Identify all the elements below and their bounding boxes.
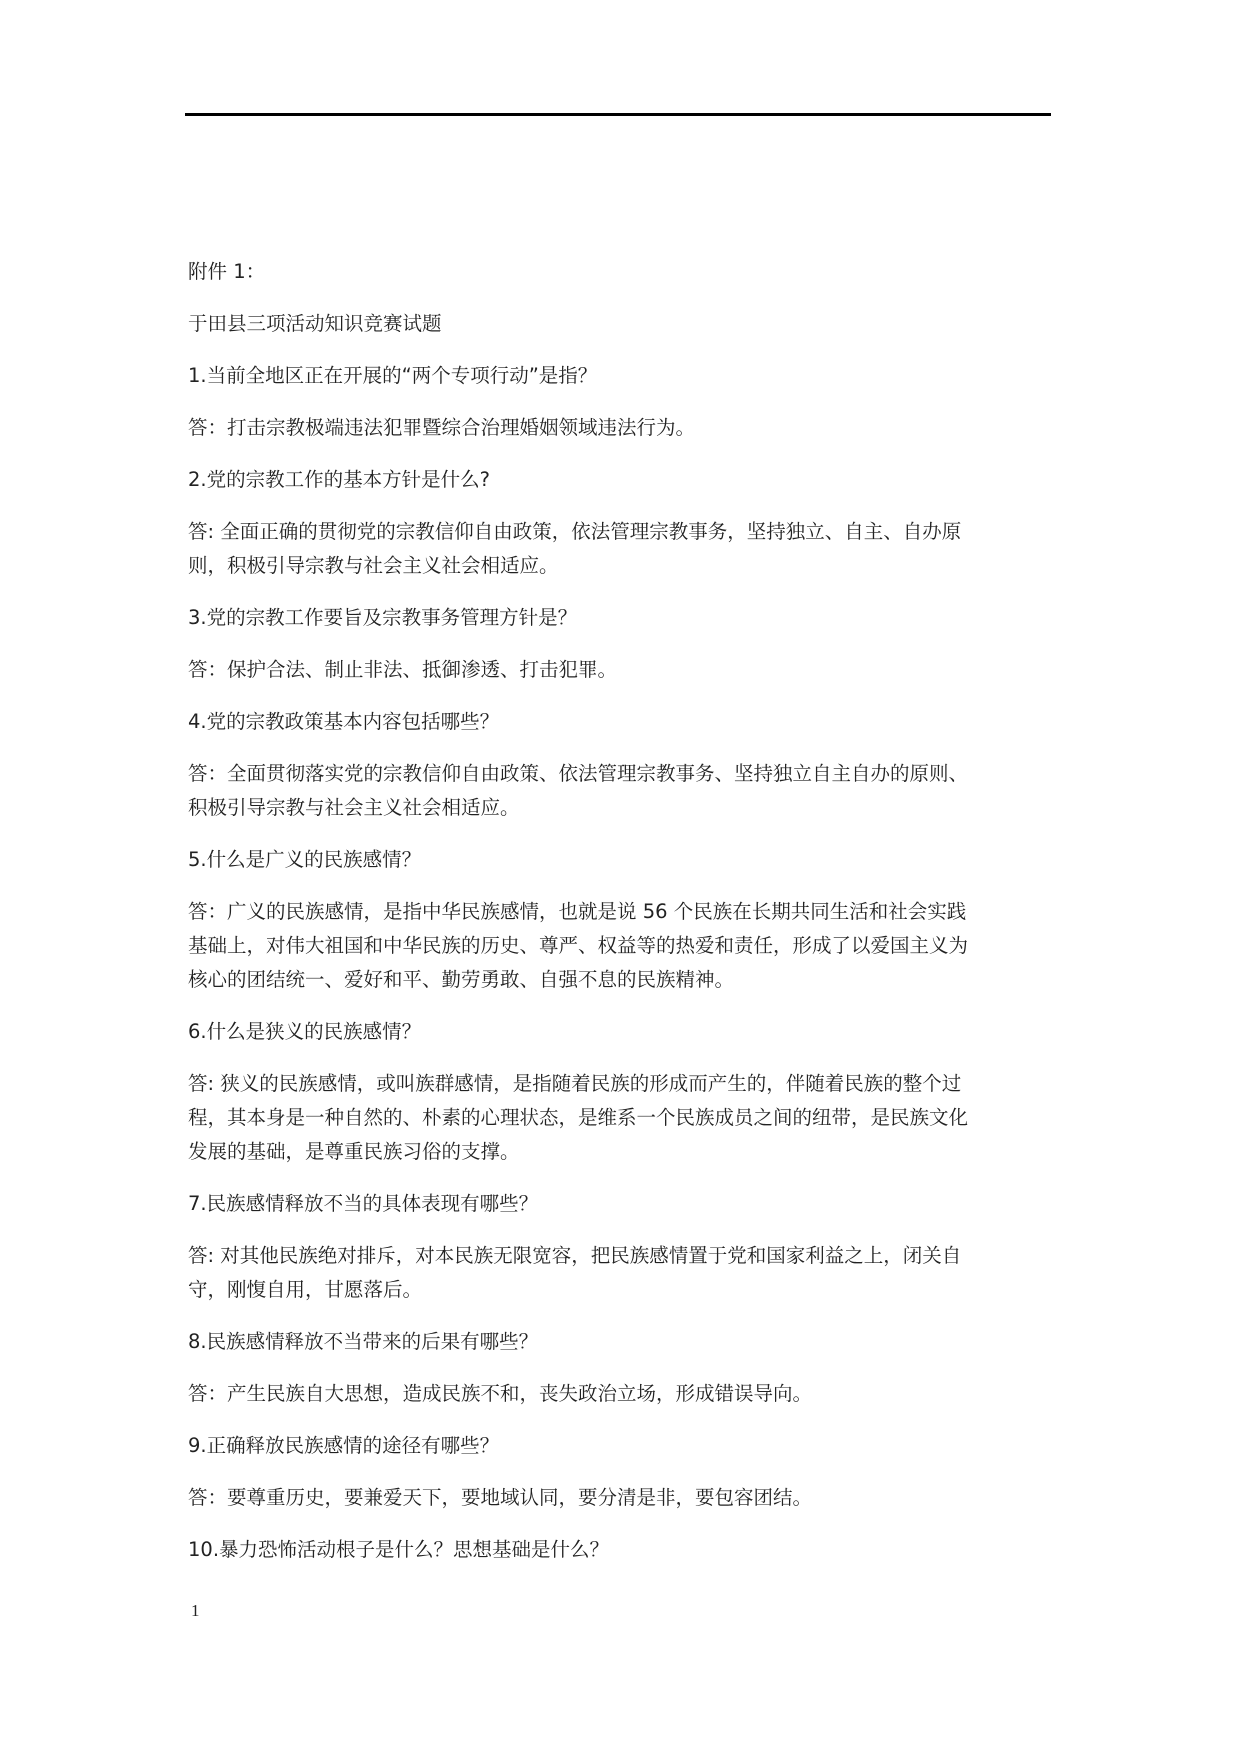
document-title: 于田县三项活动知识竞赛试题 [188, 312, 442, 335]
answer-line: 基础上，对伟大祖国和中华民族的历史、尊严、权益等的热爱和责任，形成了以爱国主义为 [188, 934, 969, 957]
header-rule [185, 113, 1051, 116]
question: 2.党的宗教工作的基本方针是什么? [188, 468, 490, 491]
answer [188, 653, 1054, 687]
answer [188, 895, 1054, 997]
answer [188, 515, 1054, 583]
answer-line: 答: 狭义的民族感情，或叫族群感情，是指随着民族的形成而产生的，伴随着民族的整个过 [188, 1072, 962, 1095]
answer-line: 答: 对其他民族绝对排斥，对本民族无限宽容，把民族感情置于党和国家利益之上，闭关自 [188, 1244, 962, 1267]
question: 9.正确释放民族感情的途径有哪些？ [188, 1434, 500, 1457]
answer [188, 1377, 1054, 1411]
answer [188, 411, 1054, 445]
attachment-label: 附件 1： [188, 260, 266, 283]
question: 4.党的宗教政策基本内容包括哪些？ [188, 710, 500, 733]
question: 5.什么是广义的民族感情？ [188, 848, 422, 871]
answer-line: 答：保护合法、制止非法、抵御渗透、打击犯罪。 [188, 658, 618, 681]
question: 6.什么是狭义的民族感情？ [188, 1020, 422, 1043]
answer-line: 答：产生民族自大思想，造成民族不和，丧失政治立场，形成错误导向。 [188, 1382, 813, 1405]
question: 10.暴力恐怖活动根子是什么？思想基础是什么？ [188, 1538, 610, 1561]
answer [188, 1067, 1054, 1169]
answer-line: 答：广义的民族感情，是指中华民族感情，也就是说 56 个民族在长期共同生活和社会实践 [188, 900, 967, 923]
answer [188, 757, 1054, 825]
answer-line: 核心的团结统一、爱好和平、勤劳勇敢、自强不息的民族精神。 [188, 968, 735, 991]
answer-line: 答: 全面正确的贯彻党的宗教信仰自由政策，依法管理宗教事务，坚持独立、自主、自办原 [188, 520, 962, 543]
answer-line: 守，刚愎自用，甘愿落后。 [188, 1278, 423, 1301]
answer-line: 答：要尊重历史，要兼爱天下，要地域认同，要分清是非，要包容团结。 [188, 1486, 813, 1509]
answer-line: 答：全面贯彻落实党的宗教信仰自由政策、依法管理宗教事务、坚持独立自主自办的原则、 [188, 762, 969, 785]
question: 3.党的宗教工作要旨及宗教事务管理方针是？ [188, 606, 578, 629]
page-number: 1 [191, 1601, 200, 1620]
answer-line: 答：打击宗教极端违法犯罪暨综合治理婚姻领域违法行为。 [188, 416, 696, 439]
question: 1.当前全地区正在开展的“两个专项行动”是指？ [188, 364, 598, 387]
answer-line: 积极引导宗教与社会主义社会相适应。 [188, 796, 520, 819]
answer [188, 1481, 1054, 1515]
question: 8.民族感情释放不当带来的后果有哪些？ [188, 1330, 539, 1353]
answer-line: 则，积极引导宗教与社会主义社会相适应。 [188, 554, 559, 577]
document-body [188, 255, 1054, 1567]
answer [188, 1239, 1054, 1307]
answer-line: 发展的基础，是尊重民族习俗的支撑。 [188, 1140, 520, 1163]
answer-line: 程，其本身是一种自然的、朴素的心理状态，是维系一个民族成员之间的纽带，是民族文化 [188, 1106, 969, 1129]
qa-list [188, 359, 1054, 1567]
question: 7.民族感情释放不当的具体表现有哪些？ [188, 1192, 539, 1215]
